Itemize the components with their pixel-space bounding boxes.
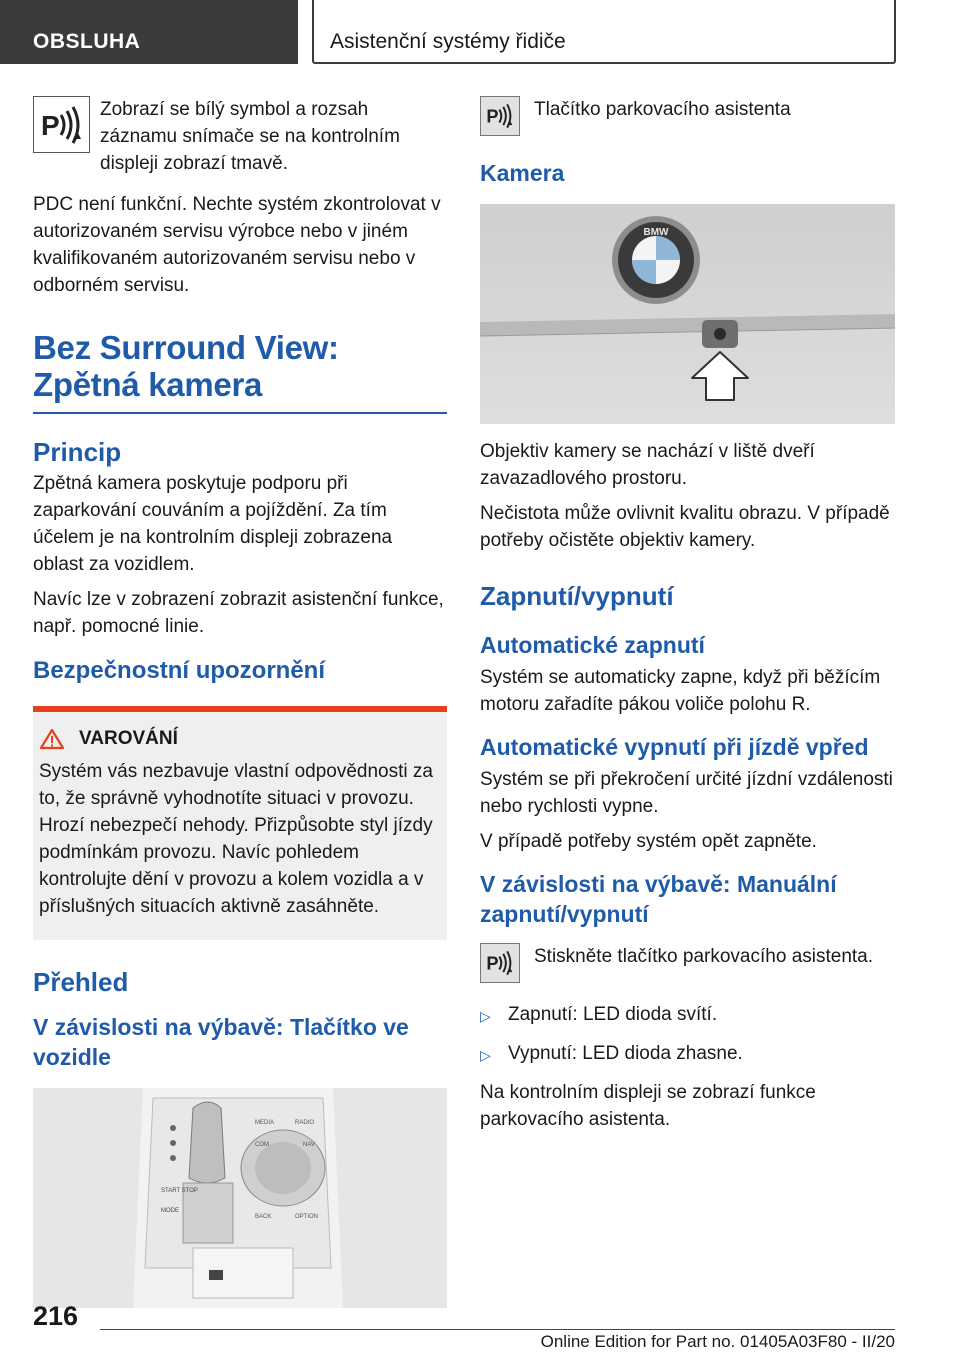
- camera-paragraph-1: Objektiv kamery se nachází v liště dveří zavazadlového prostoru.: [480, 441, 815, 489]
- label-option: OPTION: [295, 1214, 319, 1220]
- final-paragraph: Na kontrolním displeji se zobrazí funkce parkovacího asistenta.: [480, 1082, 816, 1130]
- section-tab: OBSLUHA: [0, 0, 298, 64]
- bullet-text: Vypnutí: LED dioda zhasne.: [508, 1043, 743, 1064]
- overview-heading: Přehled: [33, 967, 129, 997]
- heading-rule: [33, 412, 447, 414]
- list-item: [480, 1001, 895, 1030]
- page-header: [0, 0, 960, 66]
- svg-text:P: P: [486, 106, 499, 127]
- label-mode: MODE: [161, 1208, 179, 1214]
- label-media: MEDIA: [255, 1120, 275, 1126]
- list-item: [480, 1040, 895, 1069]
- manual-icon-text: Stiskněte tlačítko parkovacího asistenta.: [534, 946, 874, 967]
- principle-heading: Princip: [33, 437, 122, 467]
- pdc-symbol-paragraph: [33, 96, 447, 177]
- left-column: [33, 96, 447, 1308]
- warning-title-text: VAROVÁNÍ: [79, 728, 178, 749]
- auto-off-paragraph-1: Systém se při překročení určité jízdní vzdálenosti nebo rychlosti vypne.: [480, 769, 893, 817]
- label-nav: NAV: [303, 1142, 315, 1148]
- label-start-stop: START STOP: [161, 1188, 198, 1194]
- camera-heading: Kamera: [480, 160, 565, 186]
- footer-rule: [100, 1329, 895, 1330]
- chapter-title: Asistenční systémy řidiče: [312, 0, 896, 64]
- pdc-symbol-text: Zobrazí se bílý symbol a rozsah záznamu snímače se na kontrolním displeji zobrazí tmavě.: [100, 99, 400, 174]
- center-console-photo: [33, 1088, 447, 1308]
- auto-off-heading: Automatické vypnutí při jízdě vpřed: [480, 734, 869, 760]
- label-com: COM: [255, 1142, 269, 1148]
- warning-triangle-icon: [39, 728, 65, 750]
- warning-box: [33, 706, 447, 940]
- auto-on-heading: Automatické zapnutí: [480, 632, 705, 658]
- manual-heading: V závislosti na výbavě: Manuální zapnutí/vypnutí: [480, 871, 837, 927]
- button-caption: Tlačítko parkovacího asistenta: [534, 99, 791, 120]
- button-caption-paragraph: [480, 96, 895, 136]
- onoff-heading: Zapnutí/vypnutí: [480, 581, 674, 611]
- warning-text: Systém vás nezbavuje vlastní odpovědnosti za to, že správně vyhodnotíte situaci v provozu. Hrozí nebezpečí nehody. Přizpůsobte styl jízdy podmínkám provozu. Navíc pohledem kontrolujte dění v provozu a kolem vozidla a v příslušných situacích aktivně zasáhněte.: [39, 761, 433, 917]
- button-heading: V závislosti na výbavě: Tlačítko ve vozidle: [33, 1014, 409, 1070]
- park-assist-button-icon: [480, 943, 520, 983]
- svg-text:P: P: [486, 953, 499, 974]
- led-bullet-list: [480, 1001, 895, 1069]
- manual-icon-paragraph: [480, 943, 895, 983]
- principle-paragraph-1: Zpětná kamera poskytuje podporu při zaparkování couváním a pojíždění. Za tím účelem je na kontrolním displeji zobrazena oblast za vozidlem.: [33, 473, 393, 575]
- svg-text:P: P: [40, 109, 60, 141]
- park-assist-button-icon: [480, 96, 520, 136]
- auto-off-paragraph-2: V případě potřeby systém opět zapněte.: [480, 831, 817, 852]
- pdc-not-functional-text: PDC není funkční. Nechte systém zkontrolovat v autorizovaném servisu výrobce nebo v jiném kvalifikovaném autorizovaném servisu nebo v odborném servisu.: [33, 194, 441, 296]
- rear-camera-photo: [480, 204, 895, 424]
- pdc-symbol-icon: [33, 96, 90, 153]
- principle-paragraph-2: Navíc lze v zobrazení zobrazit asistenční funkce, např. pomocné linie.: [33, 589, 444, 637]
- label-back: BACK: [255, 1214, 272, 1220]
- edition-text: Online Edition for Part no. 01405A03F80 - II/20: [540, 1332, 895, 1351]
- warning-title: [39, 728, 441, 750]
- auto-on-text: Systém se automaticky zapne, když při běžícím motoru zařadíte pákou voliče polohu R.: [480, 667, 881, 715]
- label-radio: RADIO: [295, 1120, 315, 1126]
- safety-heading: Bezpečnostní upozornění: [33, 657, 326, 684]
- main-heading: Bez Surround View: Zpětná kamera: [33, 329, 339, 403]
- page-number: 216: [33, 1301, 79, 1331]
- bullet-text: Zapnutí: LED dioda svítí.: [508, 1004, 718, 1025]
- camera-paragraph-2: Nečistota může ovlivnit kvalitu obrazu. V případě potřeby očistěte objektiv kamery.: [480, 503, 890, 551]
- triangle-bullet-icon: ▷: [480, 1008, 491, 1024]
- badge-lettering: BMW: [643, 227, 669, 238]
- triangle-bullet-icon: ▷: [480, 1047, 491, 1063]
- right-column: [480, 96, 895, 1141]
